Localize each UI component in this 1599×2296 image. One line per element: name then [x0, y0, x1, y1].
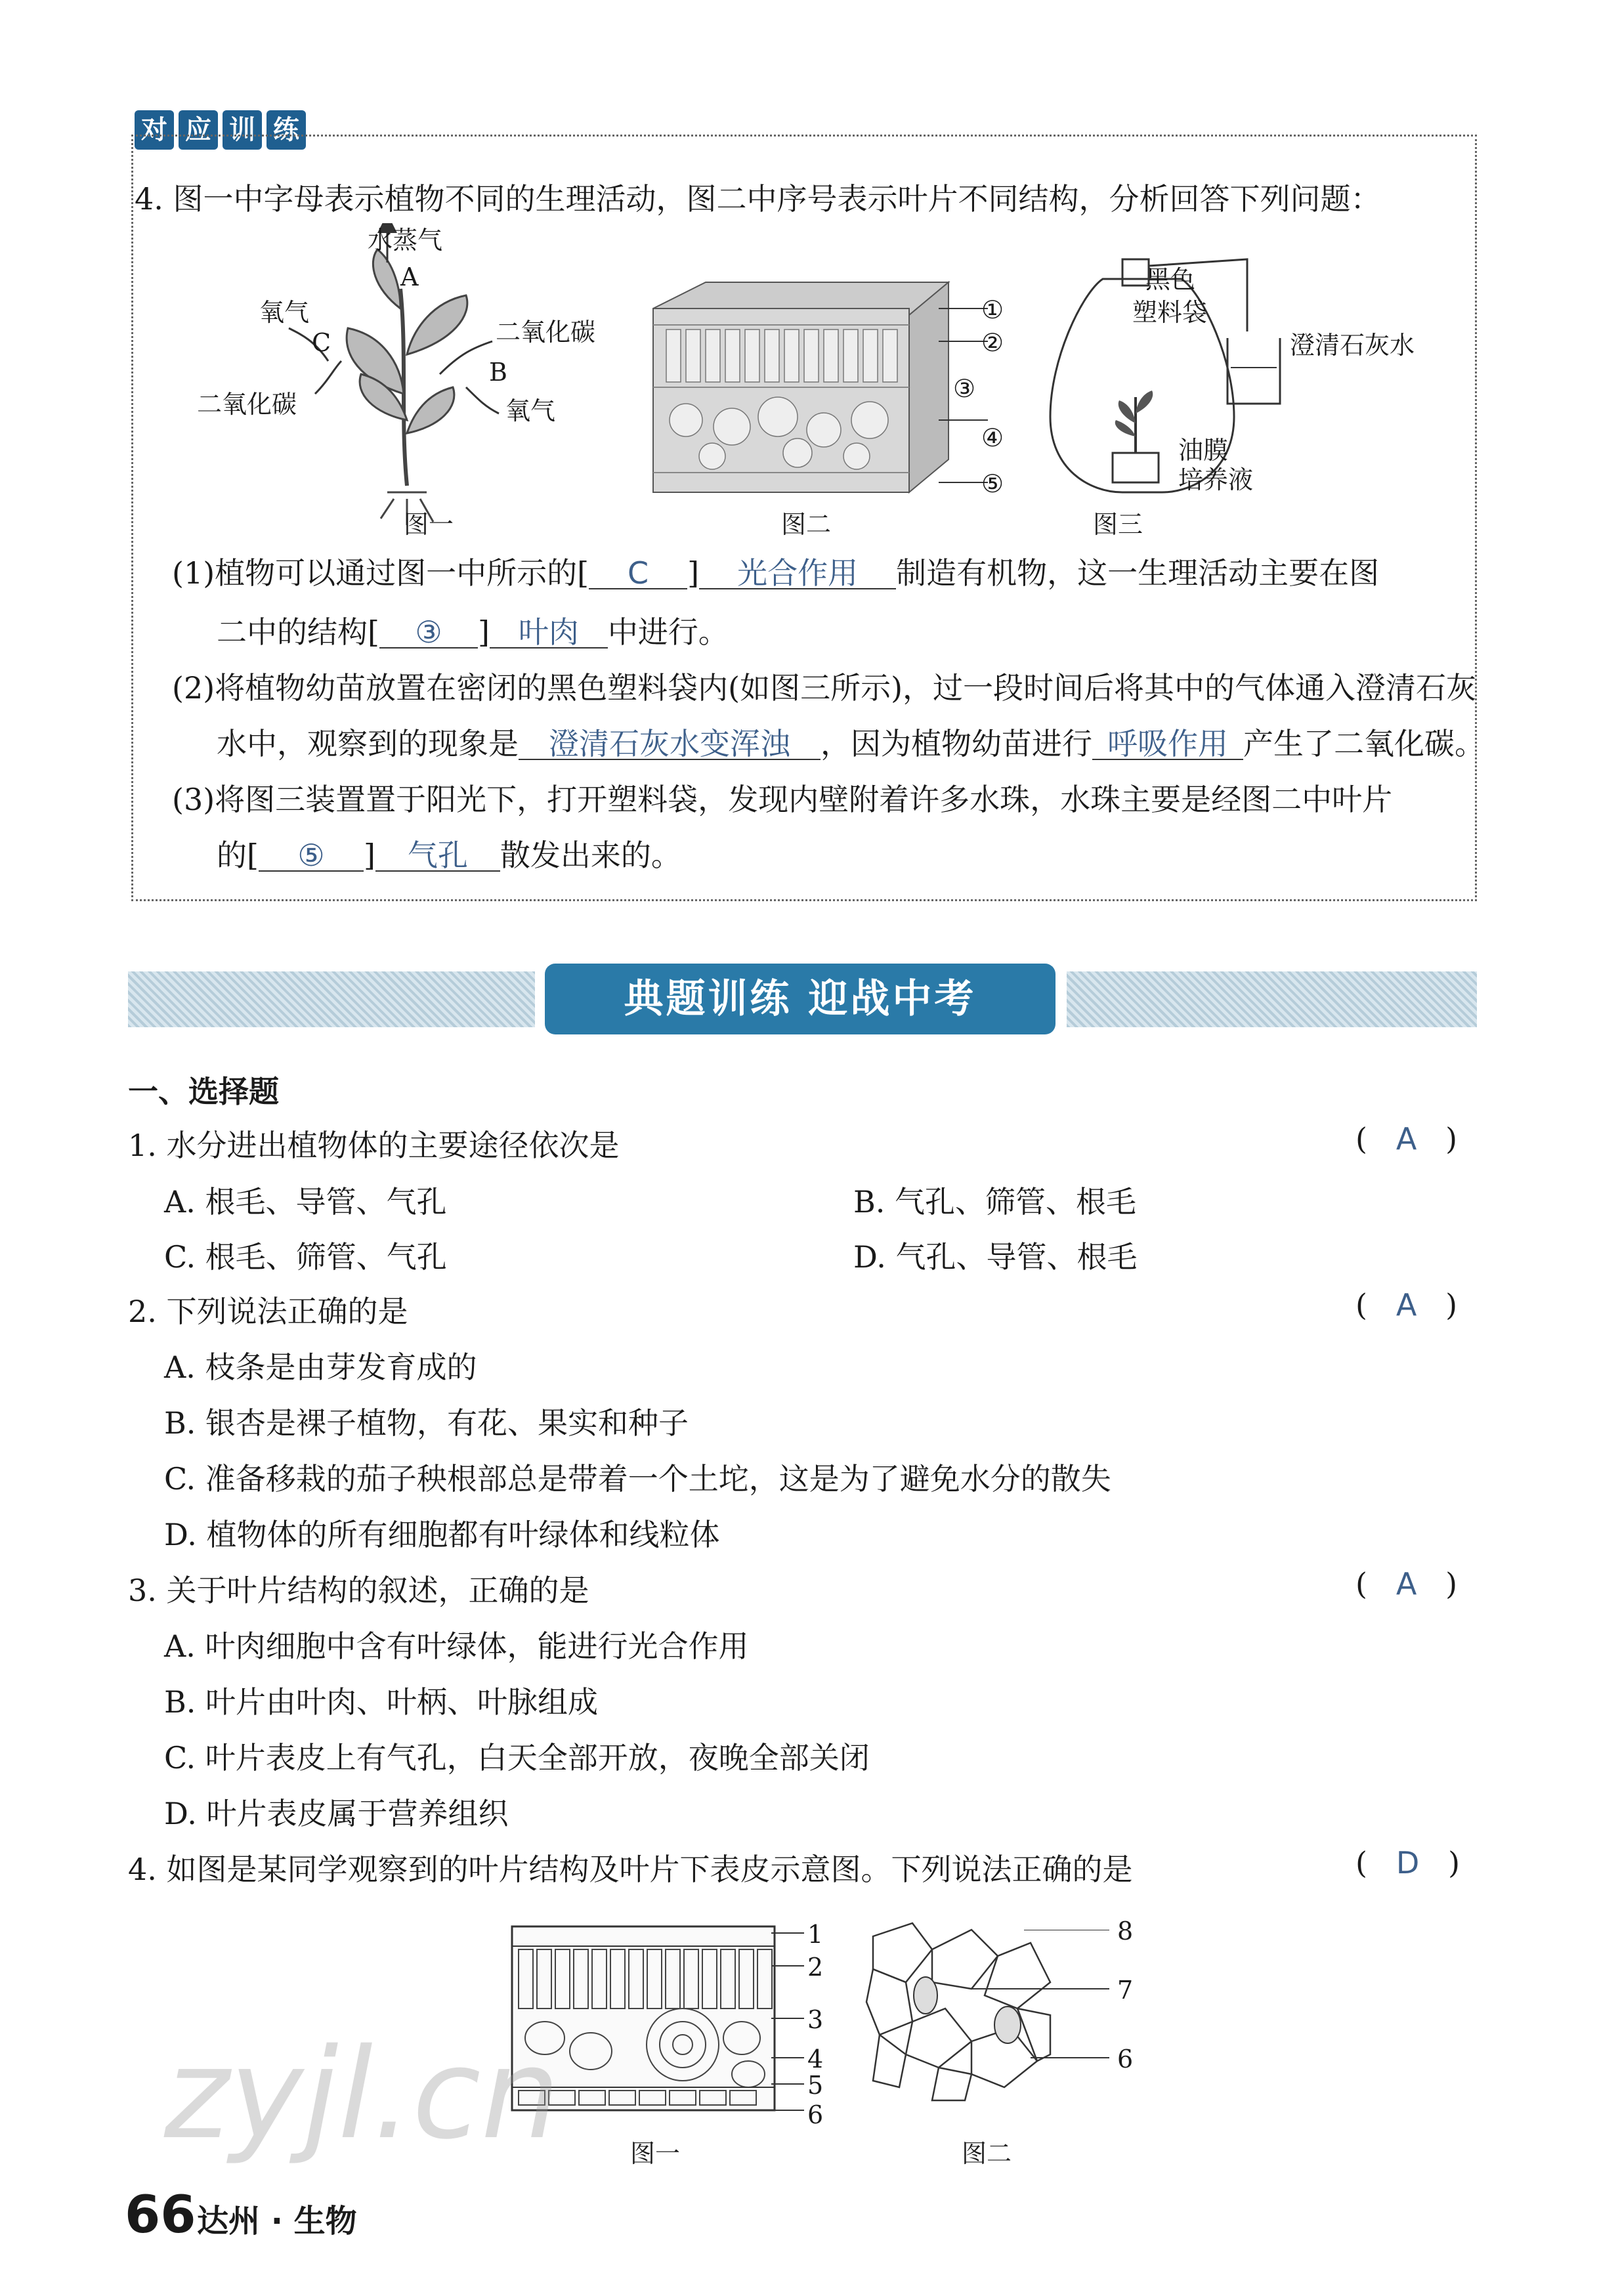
fig2-leaf-section-diagram	[647, 276, 955, 499]
q4-stem: 4. 图一中字母表示植物不同的生理活动，图二中序号表示叶片不同结构，分析回答下列问题：	[135, 181, 1381, 217]
answer-blank[interactable]: C	[589, 558, 687, 589]
q2-answer[interactable]: A	[1396, 1287, 1417, 1323]
fig3-nutrient: 培养液	[1178, 465, 1254, 494]
fig2-label-4: ④	[981, 423, 1004, 452]
section-banner: 典题训练 迎战中考	[545, 964, 1055, 1034]
q4-answer-bracket: ( D )	[1355, 1845, 1460, 1881]
answer-blank[interactable]: 澄清石灰水变浑浊	[519, 729, 821, 760]
fig1-label-b: B	[489, 358, 507, 387]
leaf-label-1: 1	[807, 1920, 824, 1949]
fig1-co2-left: 二氧化碳	[197, 390, 297, 419]
q3-option-a[interactable]: A. 叶肉细胞中含有叶绿体，能进行光合作用	[164, 1628, 749, 1664]
q1-option-c[interactable]: C. 根毛、筛管、气孔	[164, 1239, 447, 1275]
fig1-caption: 图一	[404, 510, 454, 539]
q1-option-b[interactable]: B. 气孔、筛管、根毛	[853, 1184, 1137, 1220]
q1-answer[interactable]: A	[1396, 1121, 1417, 1157]
q4-part1-line1: (1)植物可以通过图一中所示的[ C ] 光合作用 制造有机物，这一生理活动主要在图	[172, 555, 1380, 591]
leaf-fig1-caption: 图一	[630, 2139, 681, 2168]
fig2-label-2: ②	[981, 328, 1004, 357]
fig1-water-vapor: 水蒸气	[368, 226, 443, 255]
fig1-oxygen-right: 氧气	[505, 396, 556, 425]
answer-blank[interactable]: 叶肉	[490, 617, 608, 648]
q3-option-d[interactable]: D. 叶片表皮属于营养组织	[164, 1796, 509, 1831]
q4-part2-line2: 水中，观察到的现象是 澄清石灰水变浑浊 ，因为植物幼苗进行 呼吸作用 产生了二氧化碳。	[217, 726, 1485, 761]
fig1-oxygen-left: 氧气	[259, 298, 310, 327]
q2-answer-bracket: ( A )	[1355, 1287, 1458, 1323]
q2-option-a[interactable]: A. 枝条是由芽发育成的	[164, 1350, 477, 1385]
leaf-structure-leader-lines	[771, 1926, 807, 2123]
q4-part1-line2: 二中的结构[ ③ ] 叶肉 中进行。	[217, 614, 729, 650]
answer-blank[interactable]: ③	[379, 617, 478, 648]
epidermis-label-6: 6	[1117, 2045, 1134, 2073]
q4-stem-bottom: 4. 如图是某同学观察到的叶片结构及叶片下表皮示意图。下列说法正确的是	[128, 1852, 1133, 1887]
q2-option-d[interactable]: D. 植物体的所有细胞都有叶绿体和线粒体	[164, 1517, 720, 1552]
q3-answer[interactable]: A	[1396, 1566, 1417, 1602]
epidermis-label-8: 8	[1117, 1917, 1134, 1945]
answer-blank[interactable]: 呼吸作用	[1092, 729, 1243, 760]
fig3-limewater: 澄清石灰水	[1290, 331, 1415, 360]
answer-blank[interactable]: 气孔	[375, 840, 500, 872]
tag-char: 练	[266, 110, 306, 150]
leaf-label-4: 4	[807, 2045, 824, 2073]
q1-option-d[interactable]: D. 气孔、导管、根毛	[853, 1239, 1138, 1275]
banner-strip-right	[1067, 971, 1477, 1027]
q4-part3-line2: 的[ ⑤ ] 气孔 散发出来的。	[217, 838, 681, 873]
leaf-label-3: 3	[807, 2005, 824, 2034]
watermark: zyjl.cn	[164, 2022, 561, 2167]
book-title: 达州 · 生物	[197, 2203, 357, 2240]
q2-stem: 2. 下列说法正确的是	[128, 1294, 408, 1329]
fig2-label-1: ①	[981, 295, 1004, 324]
fig2-caption: 图二	[781, 510, 832, 539]
q3-stem: 3. 关于叶片结构的叙述，正确的是	[128, 1573, 589, 1608]
fig2-label-3: ③	[953, 374, 976, 403]
q1-answer-bracket: ( A )	[1355, 1121, 1458, 1157]
leaf-label-2: 2	[807, 1953, 824, 1982]
fig1-label-a: A	[400, 263, 419, 291]
section-title: 一、选择题	[128, 1074, 279, 1109]
q3-option-b[interactable]: B. 叶片由叶肉、叶柄、叶脉组成	[164, 1684, 599, 1720]
fig3-oil-film: 油膜	[1178, 436, 1229, 465]
q2-option-b[interactable]: B. 银杏是裸子植物，有花、果实和种子	[164, 1405, 689, 1441]
tag-char: 训	[223, 110, 262, 150]
fig1-co2-right: 二氧化碳	[496, 318, 596, 347]
q4-part2-line1: (2)将植物幼苗放置在密闭的黑色塑料袋内(如图三所示)，过一段时间后将其中的气体通入澄清石灰	[172, 670, 1477, 706]
q1-stem: 1. 水分进出植物体的主要途径依次是	[128, 1128, 620, 1163]
q4-answer[interactable]: D	[1396, 1845, 1420, 1881]
tag-char: 对	[135, 110, 174, 150]
fig3-black-bag: 黑色	[1145, 265, 1196, 294]
fig3-black-bag-2: 塑料袋	[1132, 298, 1208, 327]
q4-part3-line1: (3)将图三装置置于阳光下，打开塑料袋，发现内壁附着许多水珠，水珠主要是经图二中叶片	[172, 782, 1393, 817]
leaf-fig2-caption: 图二	[962, 2139, 1012, 2168]
q2-option-c[interactable]: C. 准备移栽的茄子秧根部总是带着一个土坨，这是为了避免水分的散失	[164, 1461, 1111, 1497]
leaf-label-6: 6	[807, 2100, 824, 2129]
q3-option-c[interactable]: C. 叶片表皮上有气孔，白天全部开放，夜晚全部关闭	[164, 1740, 870, 1775]
page-number: 66	[125, 2186, 196, 2245]
q1-option-a[interactable]: A. 根毛、导管、气孔	[164, 1184, 447, 1220]
tag-char: 应	[179, 110, 218, 150]
answer-blank[interactable]: ⑤	[259, 840, 364, 872]
banner-strip-left	[128, 971, 535, 1027]
epidermis-leader-lines	[971, 1930, 1116, 2081]
fig3-caption: 图三	[1093, 510, 1143, 539]
q3-answer-bracket: ( A )	[1355, 1566, 1458, 1602]
epidermis-label-7: 7	[1117, 1976, 1134, 2005]
fig2-label-5: ⑤	[981, 469, 1004, 498]
fig1-label-c: C	[312, 328, 331, 357]
leaf-label-5: 5	[807, 2071, 824, 2100]
answer-blank[interactable]: 光合作用	[699, 558, 896, 589]
